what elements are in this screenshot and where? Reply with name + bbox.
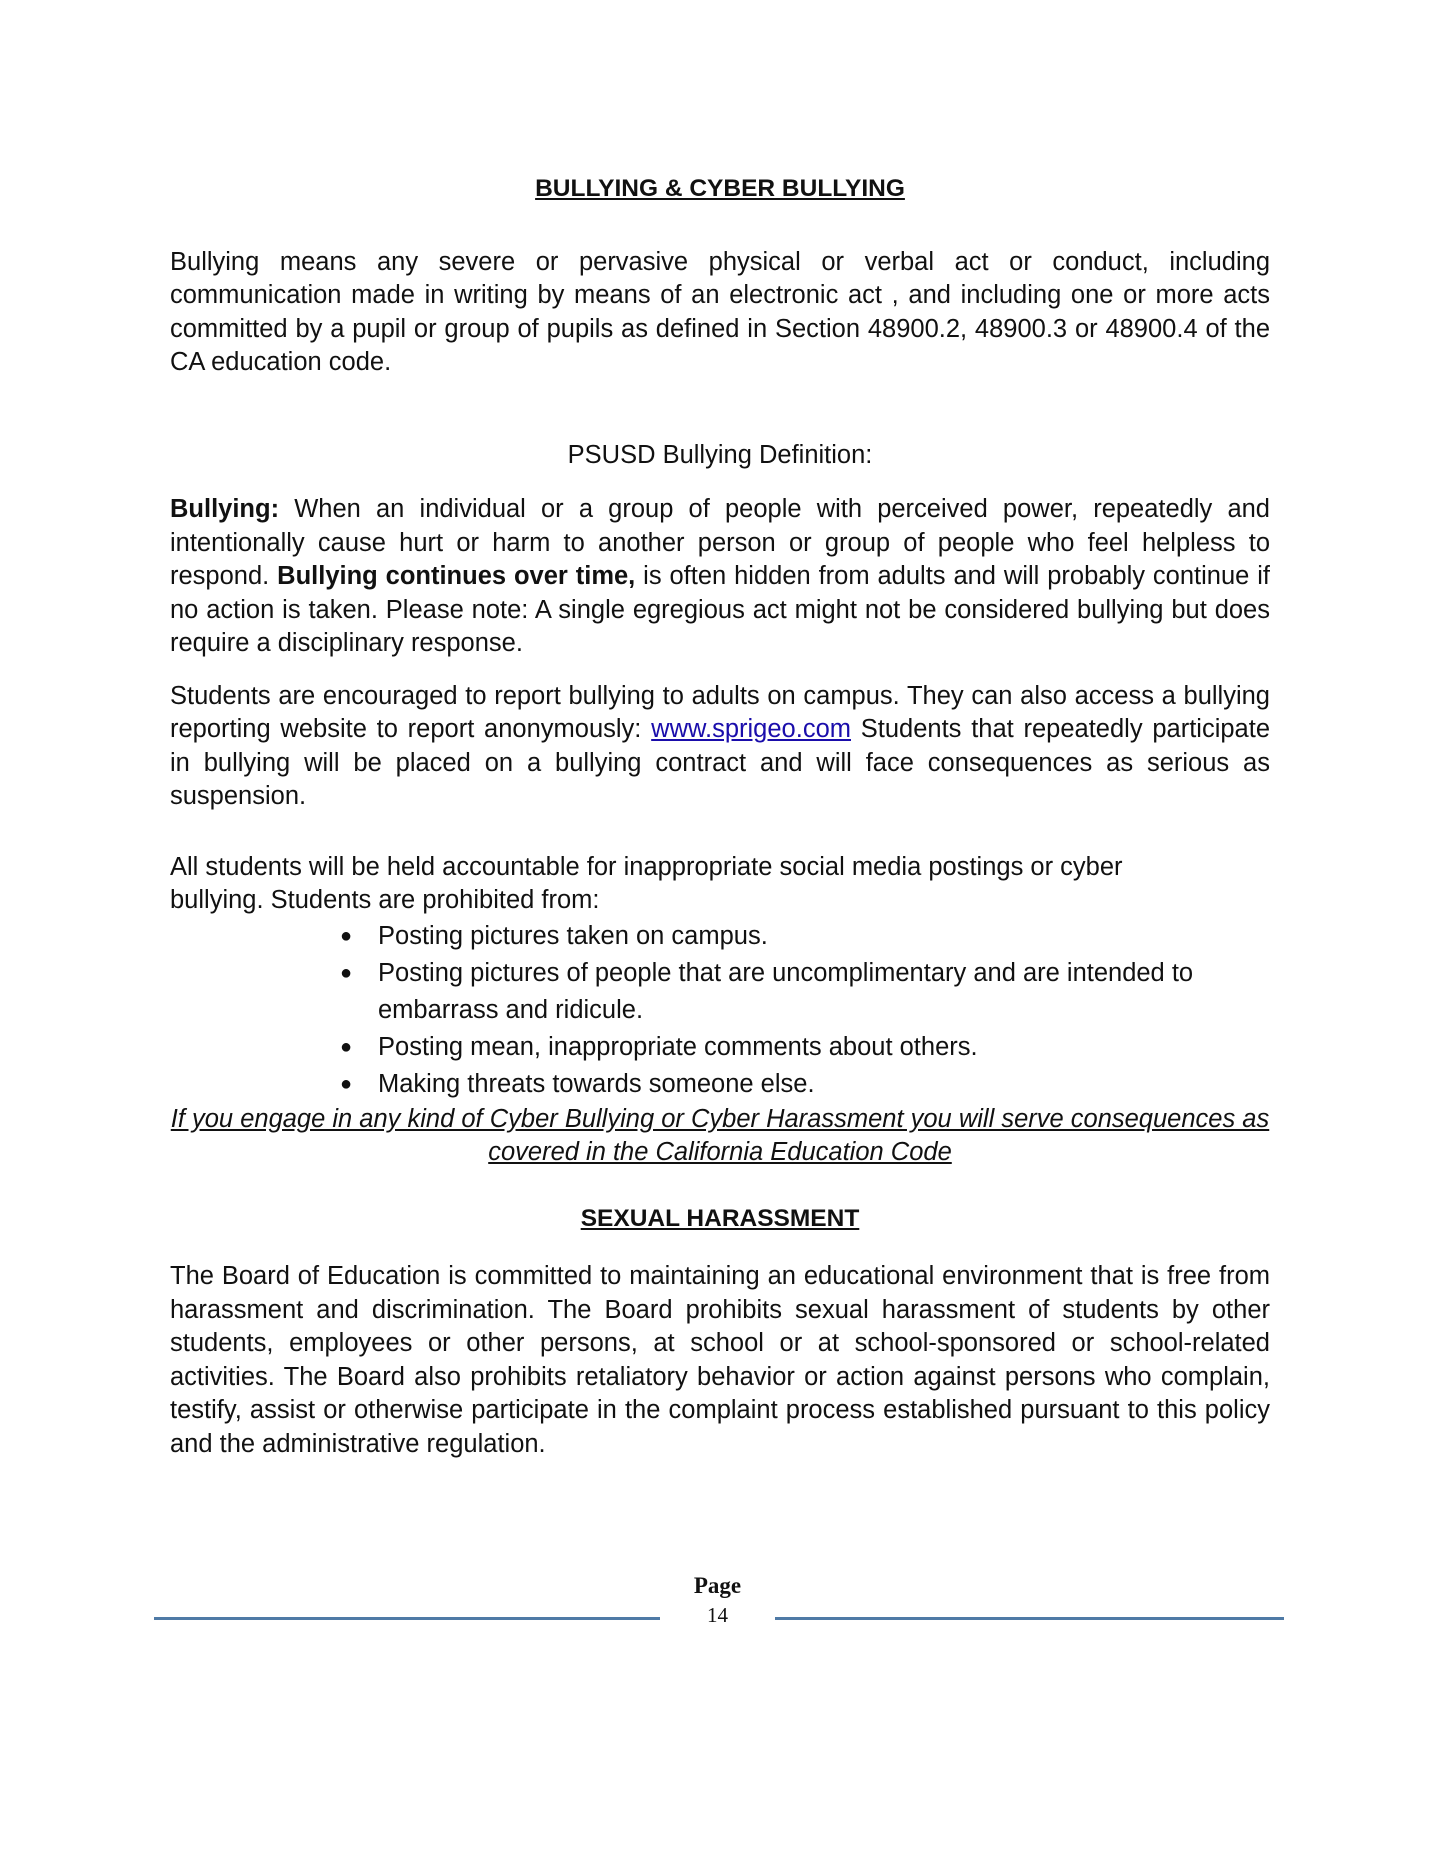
footer-rule-right [775, 1617, 1284, 1620]
footer-rule-left [154, 1617, 660, 1620]
list-item: ● Posting mean, inappropriate comments about others. [340, 1029, 1270, 1066]
bullying-definition: Bullying means any severe or pervasive physical or verbal act or conduct, including communication made in writing by means of an electronic act , and including one or more acts committed by a pupil or group of pupils as defined in Section 48900.2, 48900.3 or 48900.4 of the CA education code. [170, 247, 1270, 376]
psusd-definition-paragraph [170, 493, 1270, 661]
psusd-text-part-1: When an individual or a group of people with perceived power, repeatedly and intentionally cause hurt or harm to another person or group of people who feel helpless to respond. [170, 495, 1270, 590]
reporting-text-part-2: Students that repeatedly participate in bullying will be placed on a bullying contract and will face consequences as serious as suspension. [170, 715, 1270, 810]
psusd-bold-phrase: Bullying continues over time, [277, 562, 636, 590]
psusd-text-part-2: is often hidden from adults and will probably continue if no action is taken. Please note: A single egregious act might not be considered bullying but does require a disciplinary response. [170, 562, 1270, 657]
page-label: Page [693, 1573, 742, 1598]
page-content [170, 172, 1270, 1461]
psusd-definition-title: PSUSD Bullying Definition: [567, 440, 873, 469]
bullet-icon: ● [340, 924, 353, 947]
bullet-icon: ● [340, 1035, 353, 1058]
list-item: ● Making threats towards someone else. [340, 1066, 1270, 1103]
sexual-harassment-heading: SEXUAL HARASSMENT [580, 1204, 860, 1232]
page-number: 14 [707, 1603, 728, 1627]
prohibited-list [170, 918, 1270, 1103]
list-item: ● Posting pictures taken on campus. [340, 918, 1270, 955]
reporting-text-part-1: Students are encouraged to report bullying to adults on campus. They can also access a bullying reporting website to report anonymously: [170, 681, 1270, 743]
reporting-paragraph [170, 680, 1270, 814]
cyber-bullying-warning: If you engage in any kind of Cyber Bullying or Cyber Harassment you will serve consequences as covered in the California Education Code [170, 1104, 1270, 1166]
bullying-heading: BULLYING & CYBER BULLYING [535, 175, 905, 202]
sprigeo-link[interactable]: www.sprigeo.com [651, 715, 851, 743]
bullet-icon: ● [340, 961, 353, 984]
list-item: ● Posting pictures of people that are uncomplimentary and are intended to embarrass and ridicule. [340, 955, 1270, 1029]
bullet-icon: ● [340, 1072, 353, 1095]
sexual-harassment-body: The Board of Education is committed to maintaining an educational environment that is free from harassment and discrimination. The Board prohibits sexual harassment of students by other students, employees or other persons, at school or at school-sponsored or school-related activities. The Board also prohibits retaliatory behavior or action against persons who complain, testify, assist or otherwise participate in the complaint process established pursuant to this policy and the administrative regulation. [170, 1262, 1270, 1458]
psusd-lead-term: Bullying: [170, 495, 280, 523]
page-footer [154, 1570, 1284, 1630]
social-media-intro: All students will be held accountable for inappropriate social media postings or cyber bullying. Students are prohibited from: [170, 852, 1123, 914]
